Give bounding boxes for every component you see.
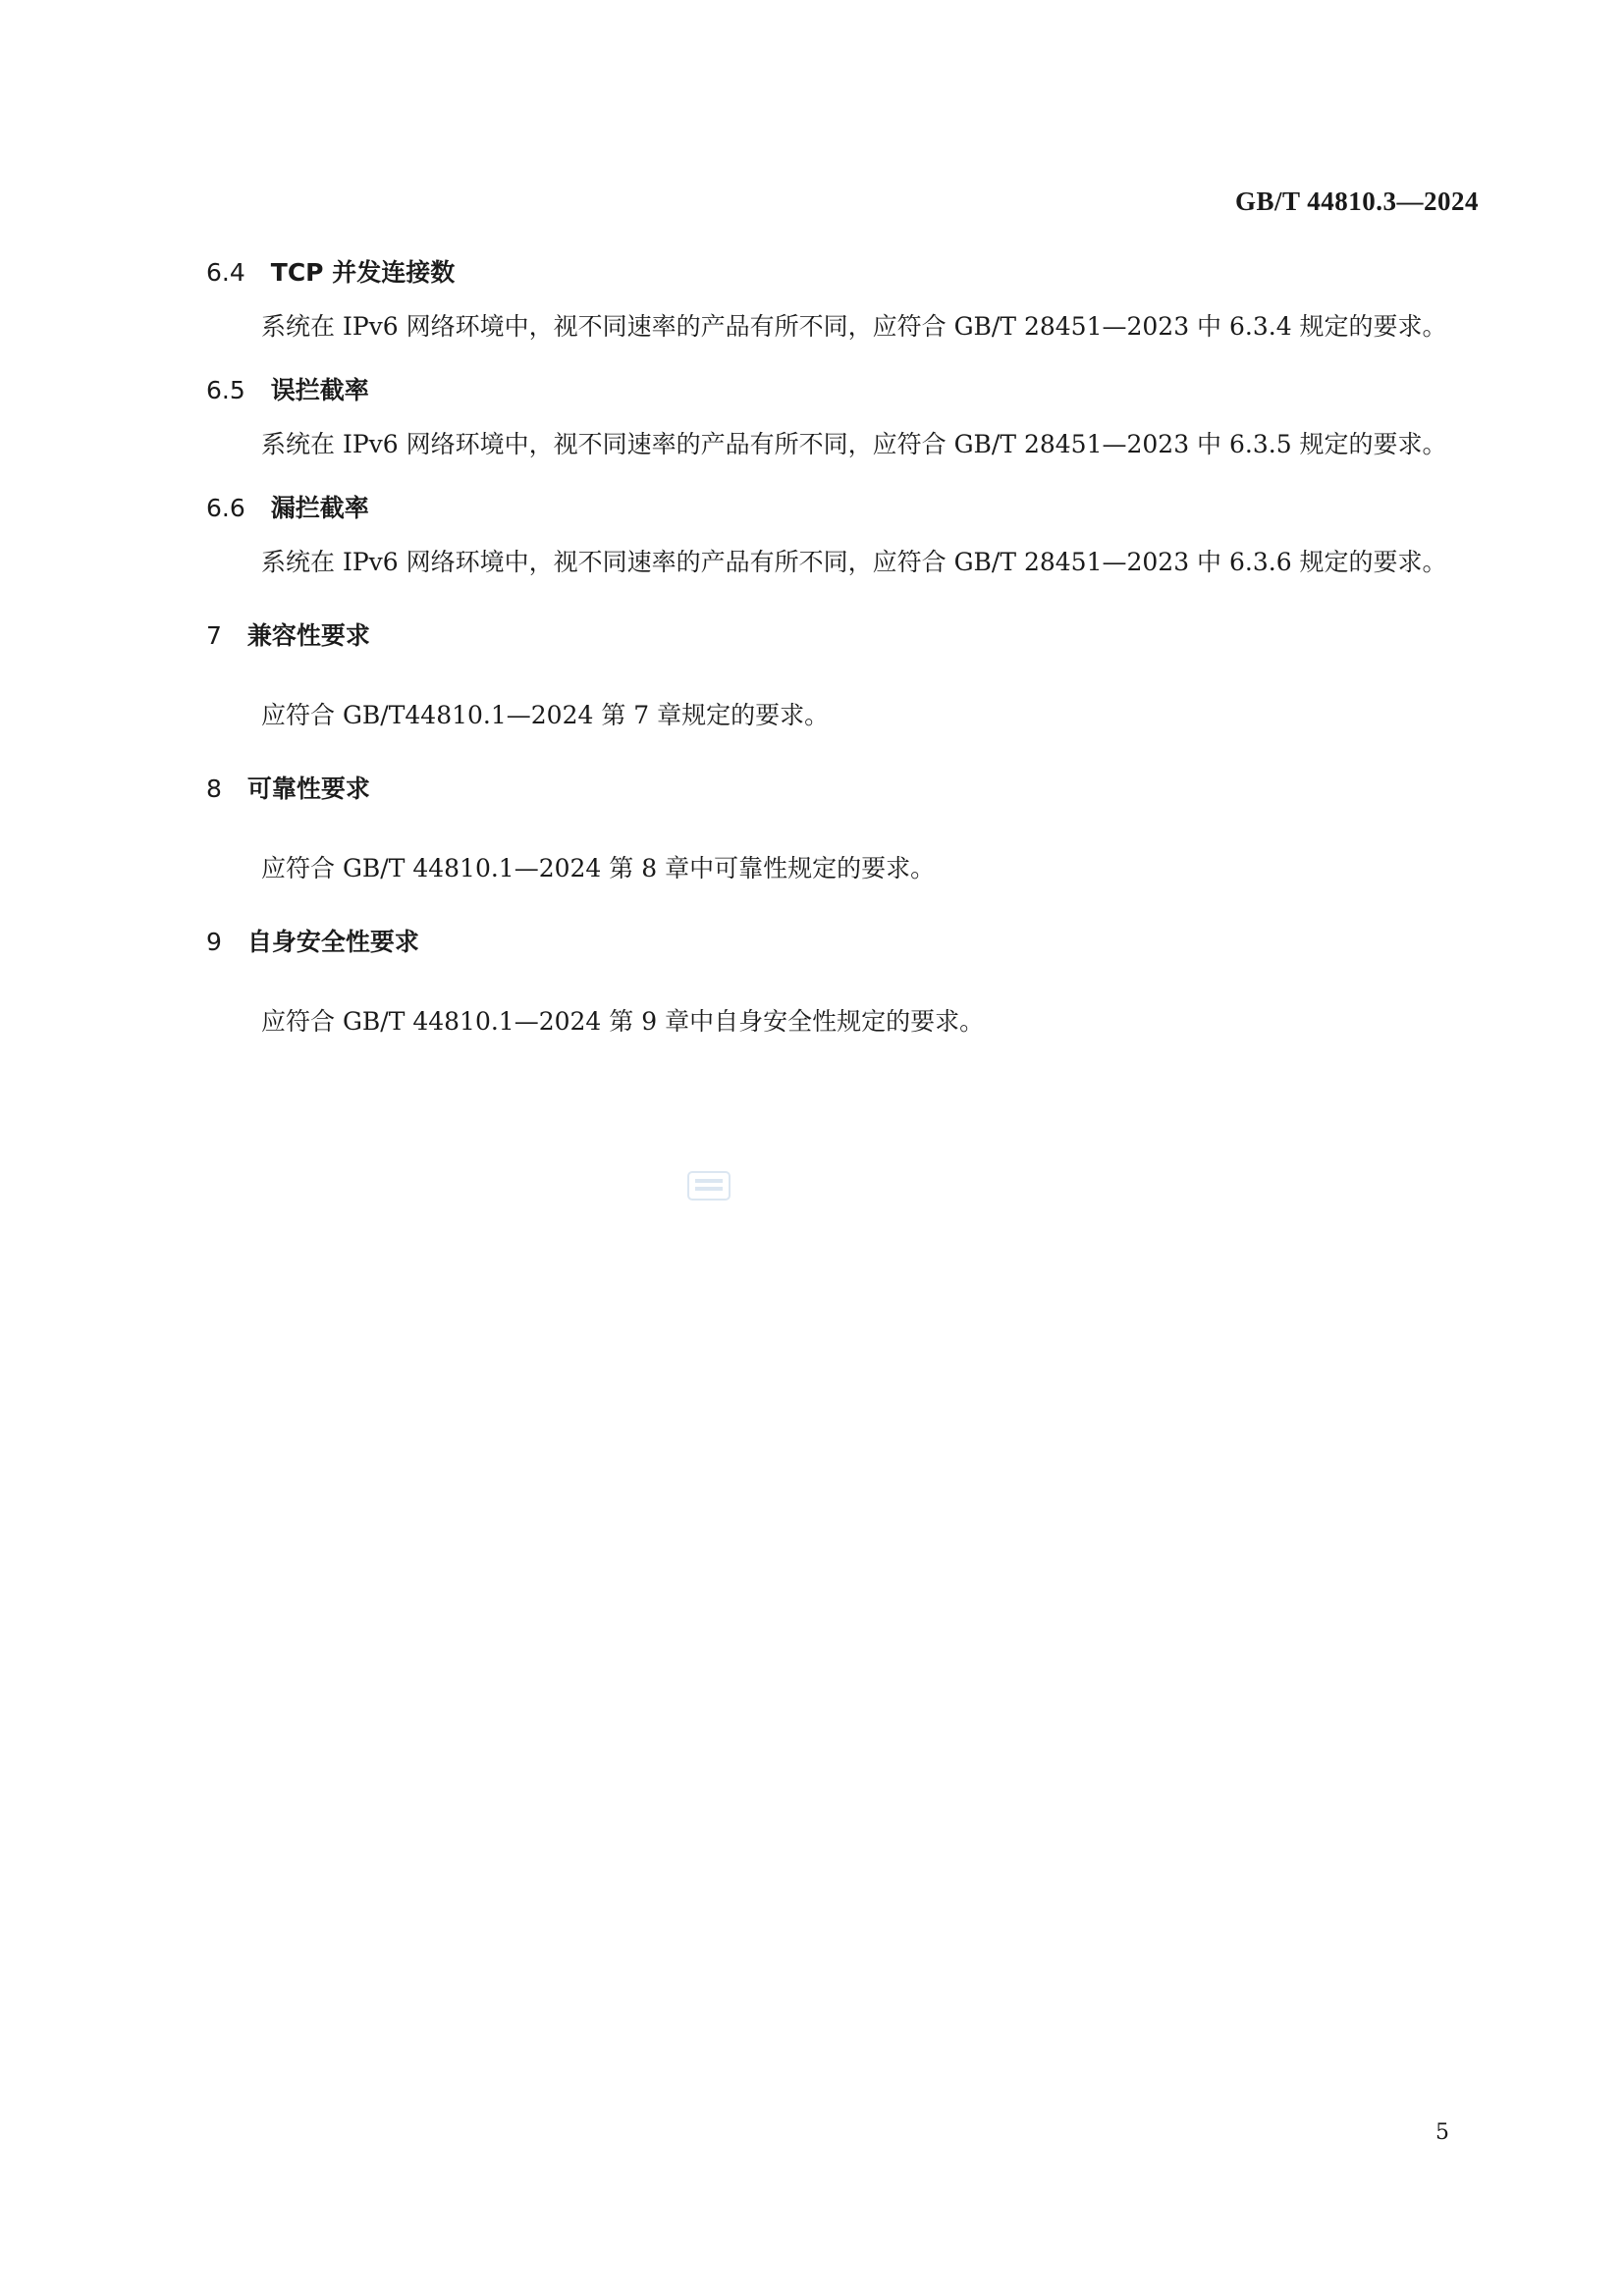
heading-number: 6.4 (206, 258, 245, 287)
heading-title: 漏拦截率 (270, 494, 369, 522)
heading-7 (206, 616, 1477, 656)
heading-6-4 (206, 253, 1477, 293)
heading-number: 9 (206, 928, 222, 956)
heading-title: 兼容性要求 (246, 621, 370, 650)
paragraph-6-4: 系统在 IPv6 网络环境中，视不同速率的产品有所不同，应符合 GB/T 28451—2023 中 6.3.4 规定的要求。 (261, 312, 1447, 341)
paragraph-7: 应符合 GB/T44810.1—2024 第 7 章规定的要求。 (261, 701, 830, 729)
heading-title: TCP 并发连接数 (270, 258, 456, 287)
stamp-shape (688, 1172, 730, 1200)
heading-number: 6.6 (206, 494, 245, 522)
paragraph-9: 应符合 GB/T 44810.1—2024 第 9 章中自身安全性规定的要求。 (261, 1007, 985, 1036)
document-body (206, 253, 1477, 1042)
stamp-bar (695, 1179, 723, 1183)
paragraph-6-6: 系统在 IPv6 网络环境中，视不同速率的产品有所不同，应符合 GB/T 28451—2023 中 6.3.6 规定的要求。 (261, 548, 1447, 576)
heading-9 (206, 923, 1477, 962)
watermark-stamp-icon (687, 1171, 731, 1201)
stamp-bar (695, 1187, 723, 1191)
heading-number: 6.5 (206, 376, 245, 404)
heading-number: 7 (206, 621, 222, 650)
page-number: 5 (1435, 2120, 1449, 2145)
heading-8 (206, 770, 1477, 809)
heading-title: 误拦截率 (270, 376, 369, 404)
paragraph-8: 应符合 GB/T 44810.1—2024 第 8 章中可靠性规定的要求。 (261, 854, 936, 882)
heading-number: 8 (206, 774, 222, 803)
heading-title: 可靠性要求 (246, 774, 370, 803)
heading-6-6 (206, 489, 1477, 528)
heading-title: 自身安全性要求 (246, 928, 419, 956)
standard-code: GB/T 44810.3—2024 (1234, 187, 1479, 216)
heading-6-5 (206, 371, 1477, 410)
paragraph-6-5: 系统在 IPv6 网络环境中，视不同速率的产品有所不同，应符合 GB/T 28451—2023 中 6.3.5 规定的要求。 (261, 430, 1447, 458)
